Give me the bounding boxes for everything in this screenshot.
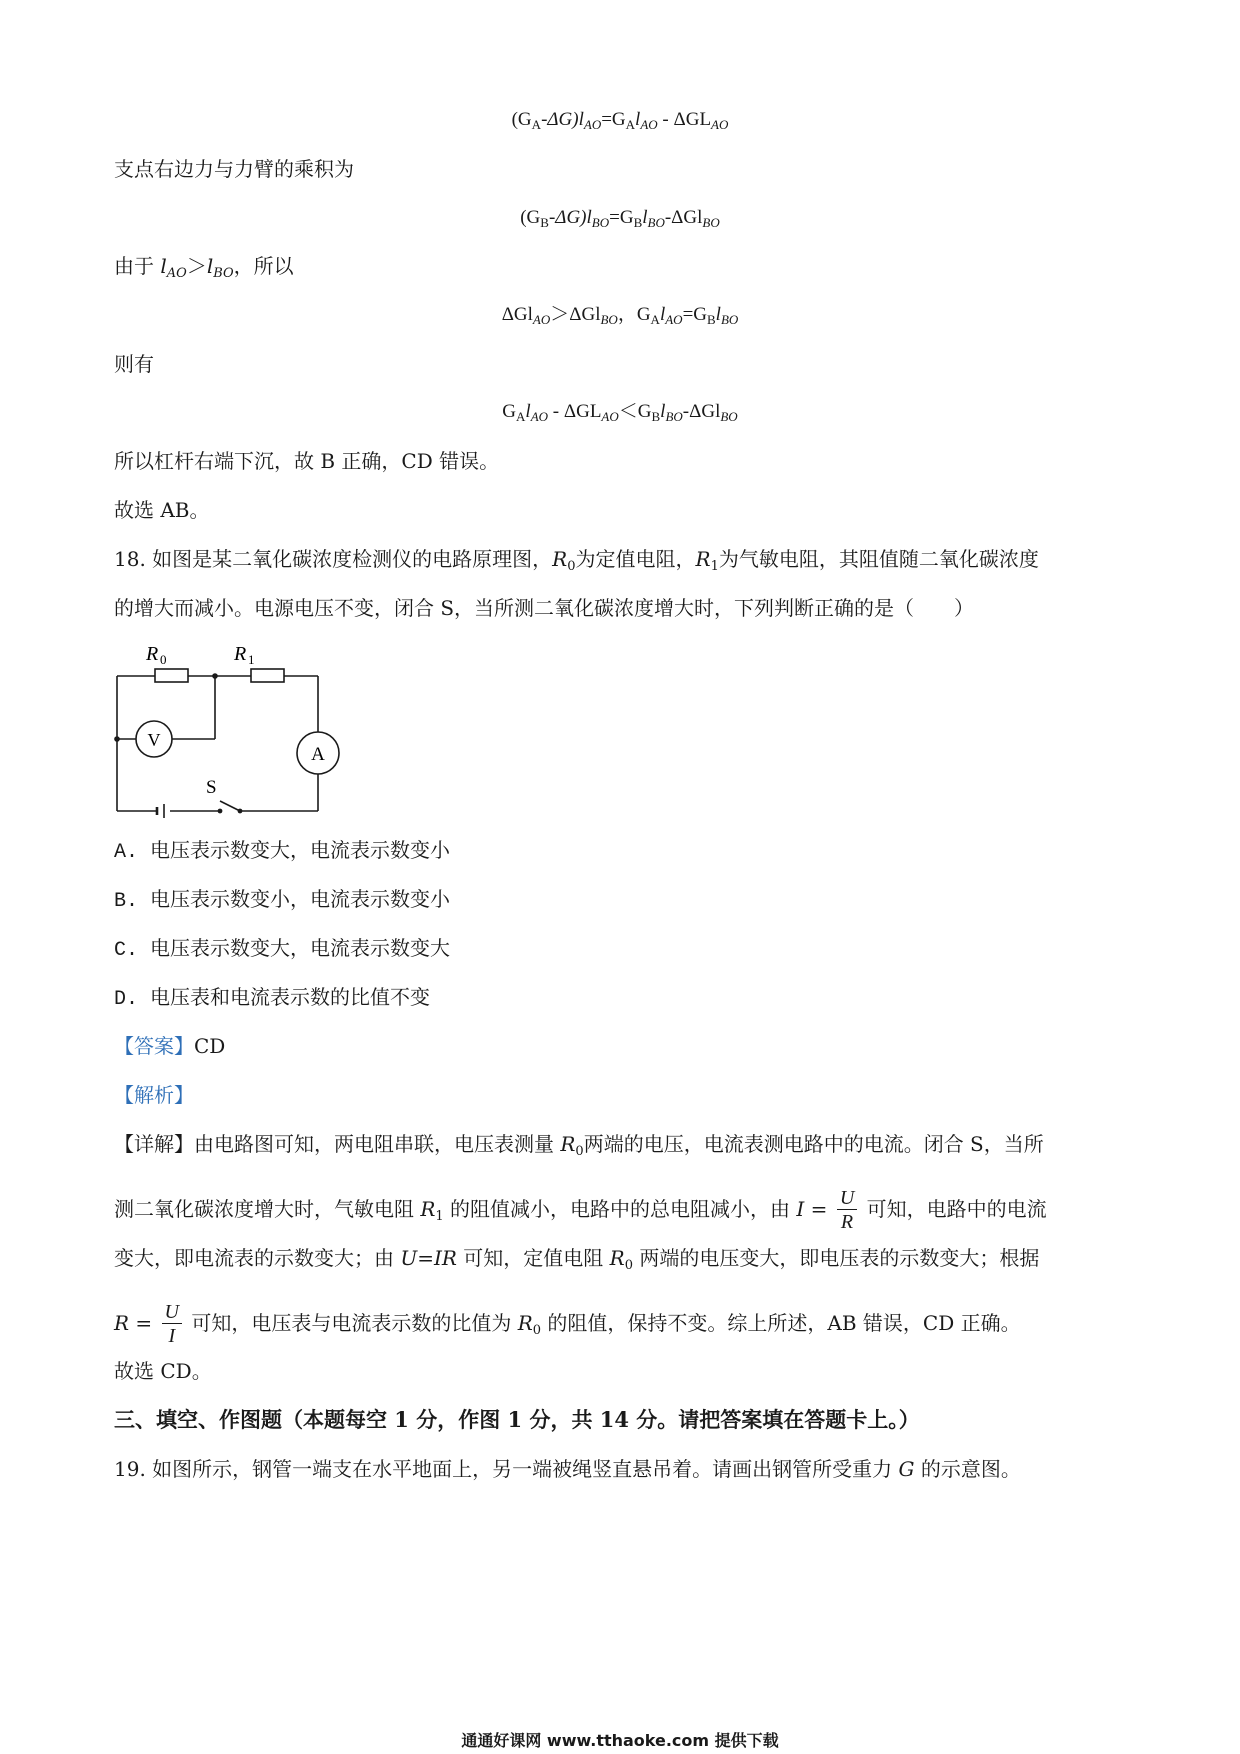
footer-watermark: 通通好课网 www.tthaoke.com 提供下载 [461,1731,779,1750]
section-3-heading: 三、填空、作图题（本题每空 1 分，作图 1 分，共 14 分。请把答案填在答题卡上。） [114,1407,920,1432]
option-a: A. 电压表示数变大，电流表示数变小 [114,838,451,864]
equation-inequality: ΔGl$_{AO}$＞ΔGl$_{BO}$，$G_Al_{AO}=G_Bl_{BO}$ [501,304,739,327]
question-18-line1: 18. 如图是某二氧化碳浓度检测仪的电路原理图，$R_0$为定值电阻，$R_1$为气敏电阻，其阻值随二氧化碳浓度 [114,547,1039,574]
analysis-tag: 【解析】 [114,1083,194,1107]
junction-top [212,673,218,679]
option-c: C. 电压表示数变大，电流表示数变大 [114,936,451,962]
junction-left [114,736,120,742]
answer-line: 【答案】CD [114,1034,226,1058]
voltmeter-label: V [147,730,161,750]
r1-subscript: 1 [248,652,255,667]
detail-line3: 变大，即电流表的示数变大；由 U=IR 可知，定值电阻 $R_0$ 两端的电压变大，即电压表的示数变大；根据 [114,1246,1040,1273]
question-19: 19. 如图所示，钢管一端支在水平地面上，另一端被绳竖直悬吊着。请画出钢管所受重力 G 的示意图。 [114,1457,1021,1481]
r1-label: R [234,643,247,665]
r0-subscript: 0 [160,652,167,667]
detail-line1: 【详解】由电路图可知，两电阻串联，电压表测量 $R_0$两端的电压，电流表测电路中的电流。闭合 S，当所 [114,1132,1044,1159]
text-then: 则有 [114,352,154,376]
question-18-line2: 的增大而减小。电源电压不变，闭合 S，当所测二氧化碳浓度增大时，下列判断正确的是（ ） [114,596,975,620]
text-choose-ab: 故选 AB。 [114,498,210,522]
switch-pivot [218,809,223,814]
ammeter-label: A [311,744,325,765]
text-since: 由于 $l_{AO}>l_{BO}$，所以 [114,254,294,281]
text-conclusion: 所以杠杆右端下沉，故 B 正确，CD 错误。 [114,449,500,473]
text-right-side: 支点右边力与力臂的乘积为 [114,157,354,181]
switch-label: S [206,777,217,798]
circuit-diagram [100,636,360,820]
resistor-r0 [155,669,188,682]
option-b: B. 电压表示数变小，电流表示数变小 [114,887,451,913]
switch-s [220,801,240,811]
equation-right-moment: $(G_B-\Delta G)l_{BO}=G_Bl_{BO}-\Delta Gl_{BO}$ [520,207,720,230]
detail-line2: 测二氧化碳浓度增大时，气敏电阻 $R_1$ 的阻值减小，电路中的总电阻减小，由 I = $\frac{U}{R}$ 可知，电路中的电流 [114,1187,1047,1233]
option-d: D. 电压表和电流表示数的比值不变 [114,985,431,1011]
fraction-u-over-i: $\frac{U}{I}$ [162,1301,182,1348]
equation-result: $G_Al_{AO} - \Delta GL_{AO}<G_Bl_{BO}-\Delta Gl_{BO}$ [502,401,738,424]
r0-label: R [146,643,159,665]
text-choose-cd: 故选 CD。 [114,1359,212,1383]
switch-contact [238,809,243,814]
detail-line4: R = $\frac{U}{I}$ 可知，电压表与电流表示数的比值为 $R_0$ 的阻值，保持不变。综上所述，AB 错误，CD 正确。 [114,1301,1021,1347]
resistor-r1 [251,669,284,682]
equation-left-moment: $(G_A-\Delta G)l_{AO}=G_Al_{AO} - \Delta GL_{AO}$ [511,109,729,132]
fraction-u-over-r: $\frac{U}{R}$ [837,1187,857,1234]
